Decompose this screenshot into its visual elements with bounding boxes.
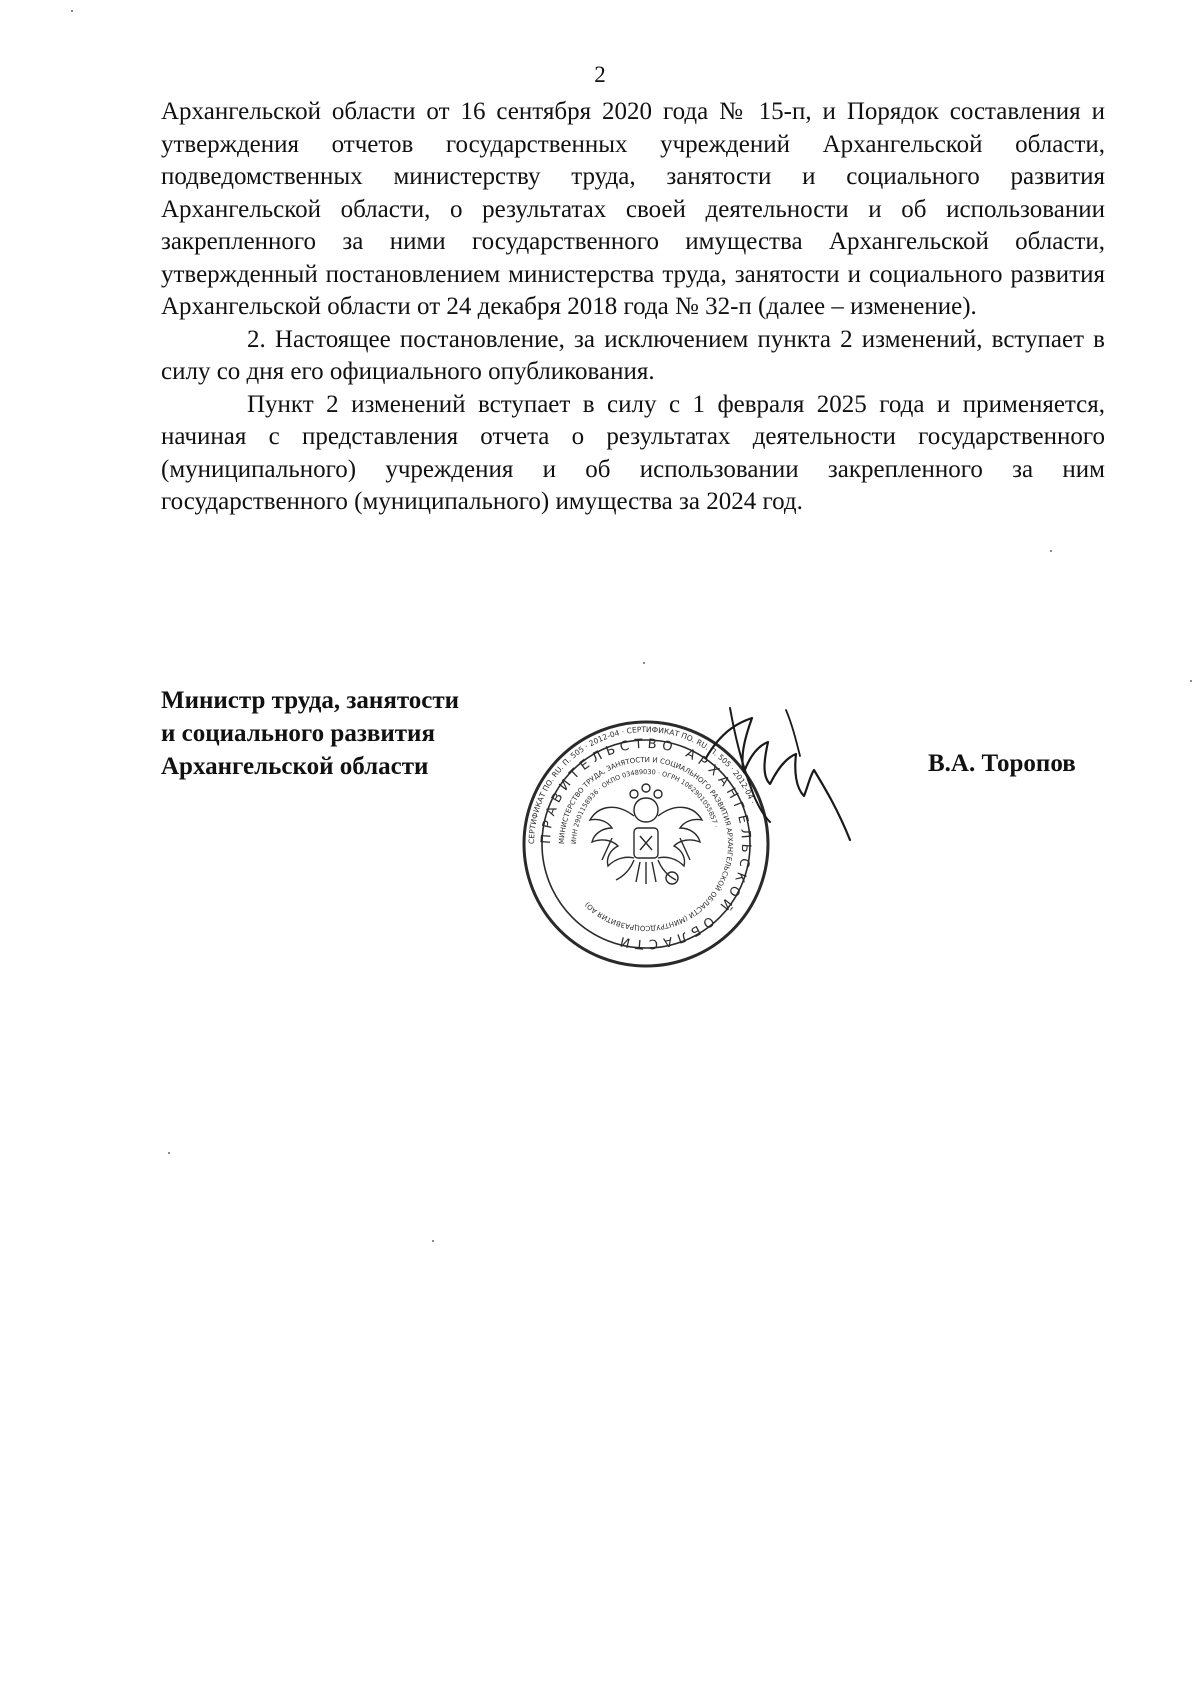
scan-speck [643, 662, 645, 664]
signer-name: В.А. Торопов [928, 750, 1076, 777]
signatory-position-line: и социального развития [161, 720, 435, 747]
paragraph-item-2: 2. Настоящее постановление, за исключением пункта 2 изменений, вступает в силу со дня его официального опубликования. [161, 325, 1105, 385]
handwritten-signature [700, 700, 870, 860]
seal-middle-ring-path: МИНИСТЕРСТВО ТРУДА, ЗАНЯТОСТИ И СОЦИАЛЬНОГО РАЗВИТИЯ АРХАНГЕЛЬСКОЙ ОБЛАСТИ (МИНТРУДСОЦРАЗВИТИЯ АО) [557, 755, 735, 933]
seal-codes-path: ИНН 2901158936 · ОКПО 03489030 · ОГРН 1062901055857 · [569, 767, 721, 845]
signatory-position [161, 684, 459, 783]
signatory-position-line: Архангельской области [161, 753, 429, 780]
page-number: 2 [594, 62, 606, 87]
scan-speck [1050, 550, 1052, 552]
seal-outer-ring-path: СЕРТИФИКАТ ПО. RU. П. 505 · 2012-04 · СЕРТИФИКАТ ПО. RU. П. 505 · 2012-04 · [526, 724, 758, 845]
paragraph-effective-date: Пункт 2 изменений вступает в силу с 1 февраля 2025 года и применяется, начиная с представления отчета о результатах деятельности государственного (муниципального) учреждения и об использовании закрепленного за ним государственного (муниципального) имущества за 2024 год. [161, 390, 1105, 515]
scan-speck [432, 1240, 434, 1242]
document-body [161, 96, 1105, 519]
paragraph-continuation: Архангельской области от 16 сентября 2020 года № 15-п, и Порядок составления и утверждения отчетов государственных учреждений Архангельской области, подведомственных министерству труда, занятости и социального развития Архангельской области, о результатах своей деятельности и об использовании закрепленного за ними государственного имущества Архангельской области, утвержденный постановлением министерства труда, занятости и социального развития Архангельской области от 24 декабря 2018 года № 32-п (далее – изменение). [161, 98, 1105, 320]
scan-speck [71, 10, 73, 12]
coat-of-arms-emblem [590, 784, 702, 884]
seal-inner-ring-path: ПРАВИТЕЛЬСТВО АРХАНГЕЛЬСКОЙ ОБЛАСТИ [538, 736, 754, 952]
signatory-position-line: Министр труда, занятости [161, 687, 460, 714]
scan-speck [1190, 680, 1192, 682]
scan-speck [168, 1152, 170, 1154]
